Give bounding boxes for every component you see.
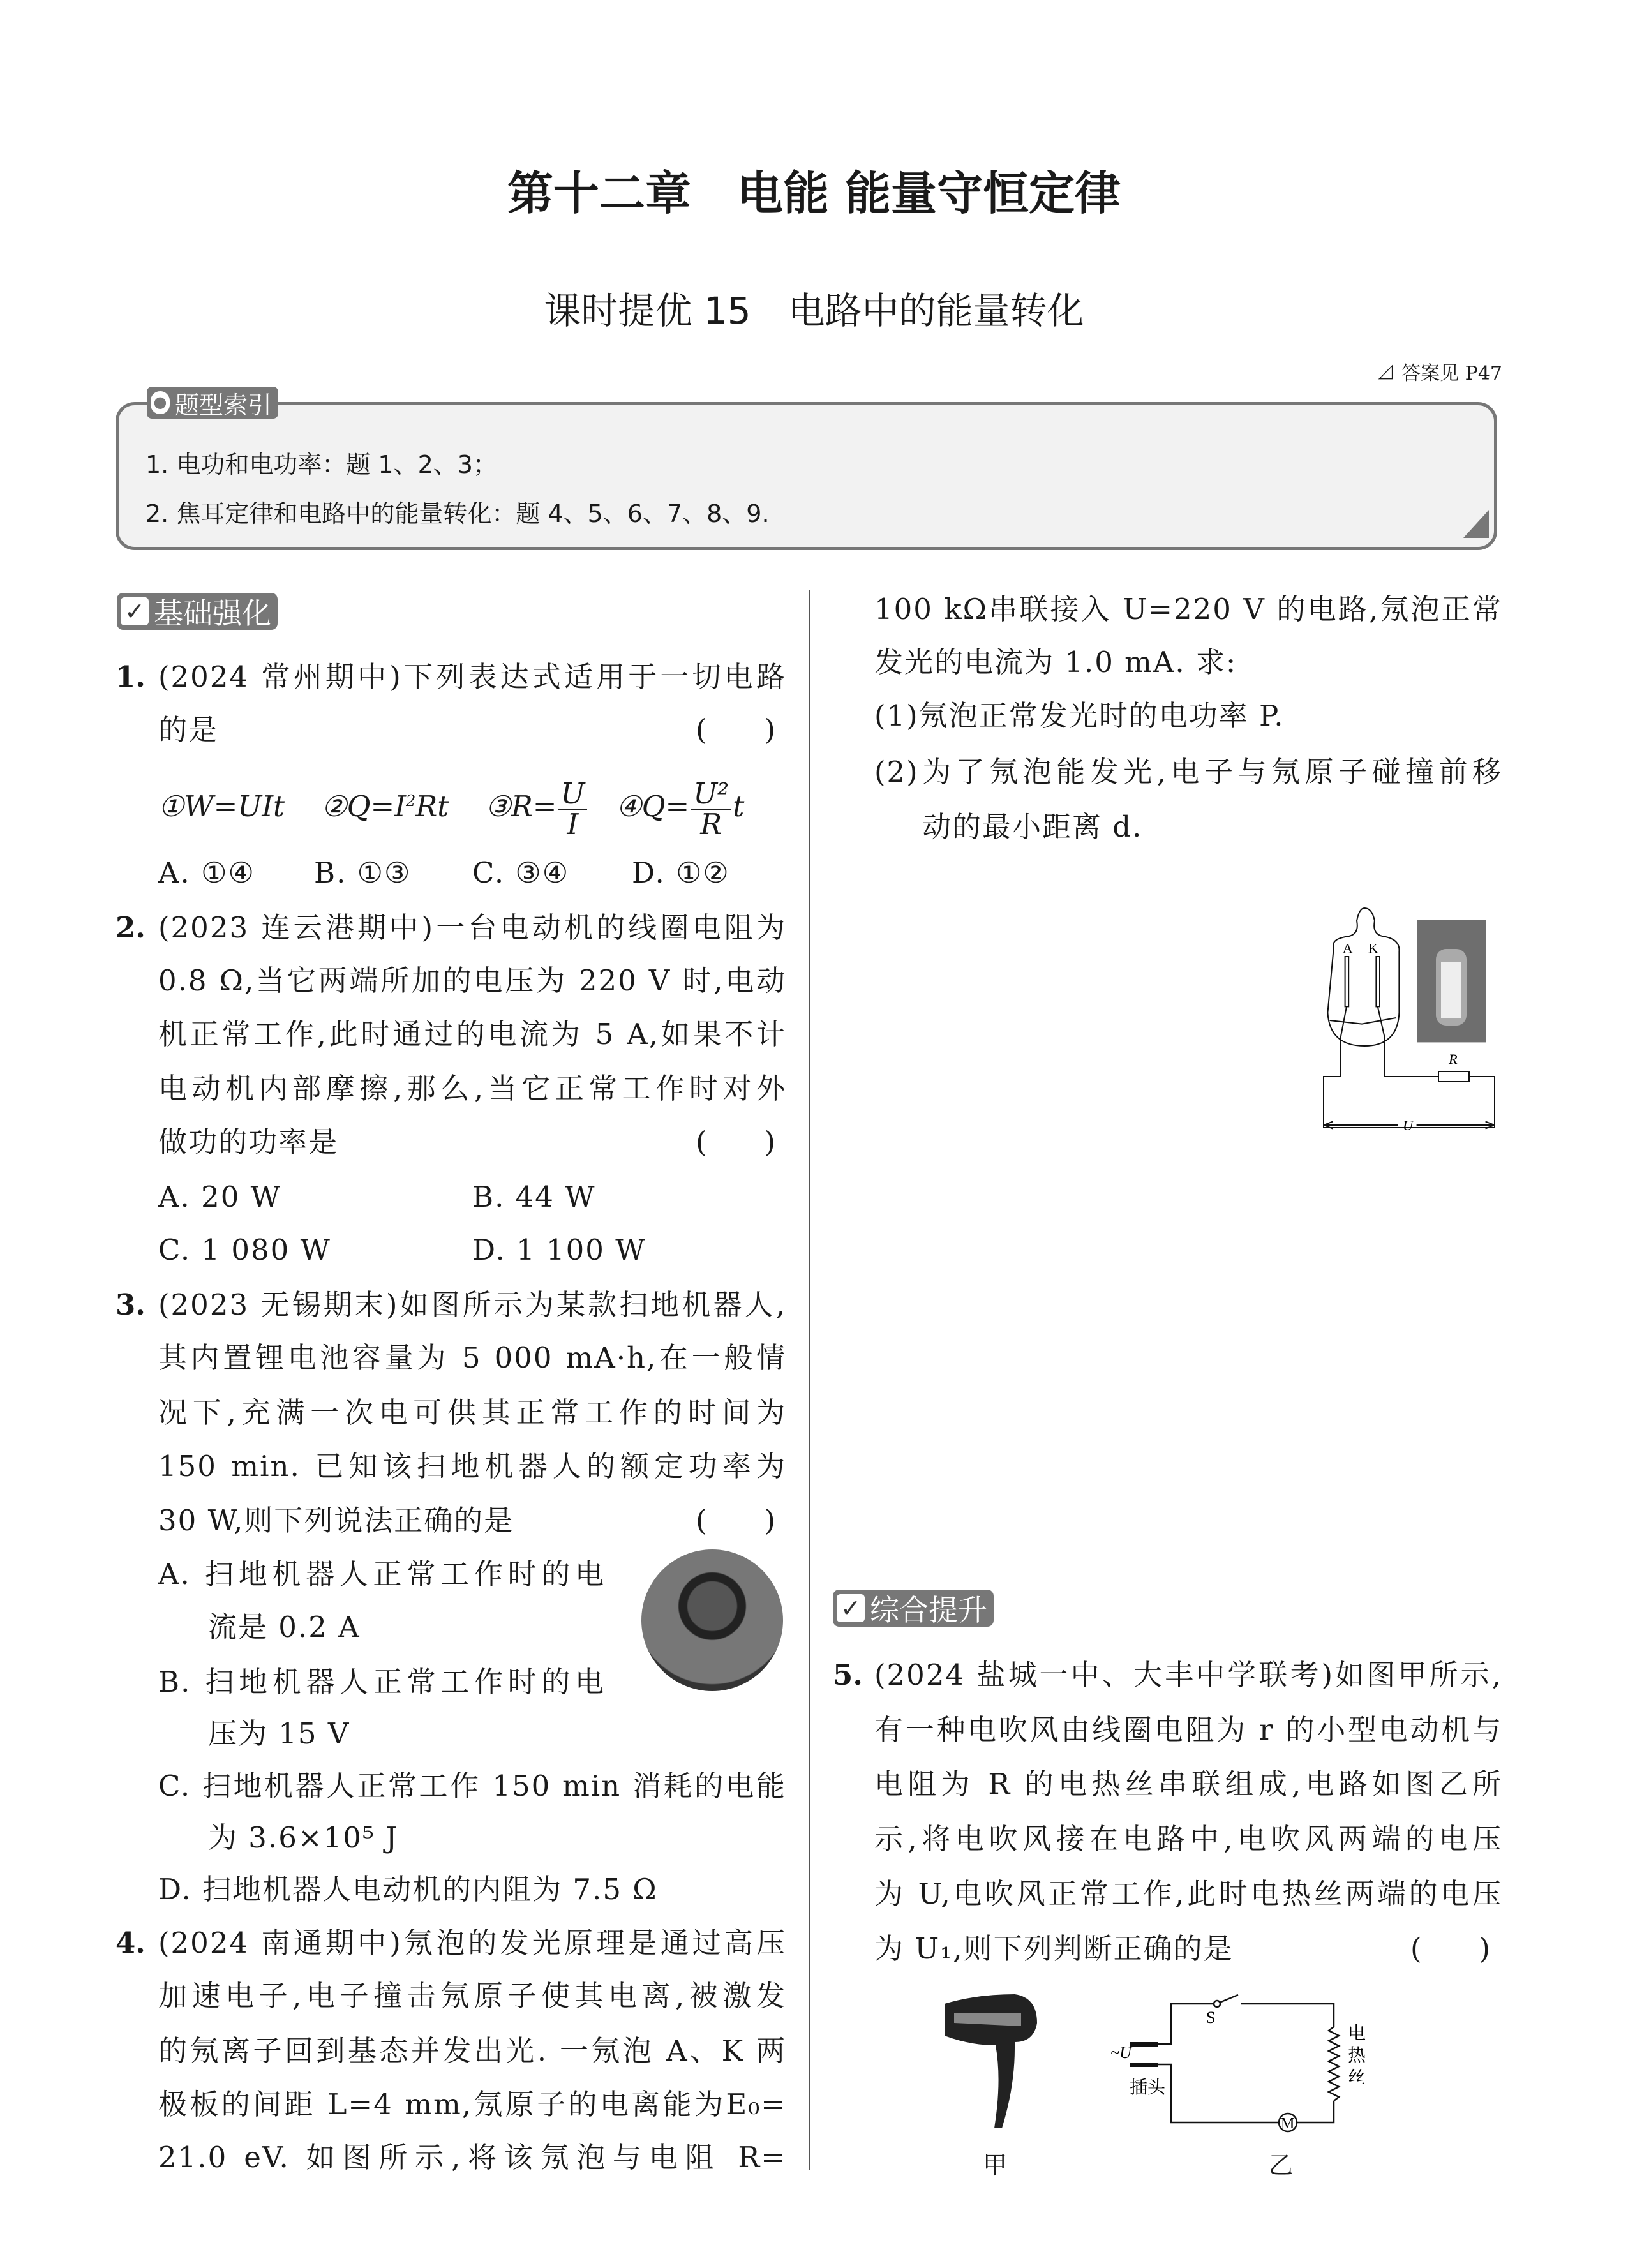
question-text: 的氖离子回到基态并发出光. 一氖泡 A、K 两	[158, 2034, 786, 2068]
column-divider	[809, 590, 810, 2170]
robot-vacuum-image	[641, 1549, 783, 1691]
question-text: 为 U,电吹风正常工作,此时电热丝两端的电压	[874, 1877, 1502, 1911]
question-text: (2023 无锡期末)如图所示为某款扫地机器人,	[158, 1288, 786, 1322]
hair-dryer-circuit-diagram	[1110, 1991, 1468, 2144]
neon-bulb-circuit-figure	[1283, 874, 1512, 1161]
hair-dryer-figure	[919, 1991, 1085, 2179]
lesson-title: 课时提优 15 电路中的能量转化	[544, 289, 1084, 332]
label-heater: 热	[1348, 2045, 1366, 2066]
option-a[interactable]: A. 20 W	[158, 1180, 281, 1214]
label-r: R	[1449, 1051, 1458, 1067]
section-badge-advanced	[833, 1590, 994, 1627]
index-item: 2. 焦耳定律和电路中的能量转化：题 4、5、6、7、8、9.	[146, 500, 770, 528]
formula-4: ④Q= $\frac{\text{U²}}{R}$ t	[616, 776, 745, 841]
question-number: 3.	[116, 1288, 146, 1322]
sub-question-2-cont: 动的最小距离 d.	[922, 810, 1143, 844]
question-text: 电动机内部摩擦,那么,当它正常工作时对外	[158, 1072, 786, 1105]
sub-question-1: (1)氖泡正常发光时的电功率 P.	[874, 699, 1285, 733]
question-text: 100 kΩ串联接入 U=220 V 的电路,氖泡正常	[874, 593, 1502, 626]
location-pin-icon: ●	[151, 391, 170, 414]
label-heater: 电	[1348, 2022, 1366, 2043]
answer-blank[interactable]: ( )	[696, 713, 776, 747]
switch-s	[1220, 1995, 1238, 2003]
question-text: 电阻为 R 的电热丝串联组成,电路如图乙所	[874, 1768, 1502, 1801]
bulb-outline	[1327, 908, 1399, 1046]
figure-label-a: 甲	[983, 2151, 1008, 2179]
question-text: 30 W,则下列说法正确的是	[158, 1503, 514, 1537]
plug-pin	[1130, 2063, 1158, 2067]
option-a-cont: 流是 0.2 A	[208, 1610, 361, 1644]
option-d[interactable]: D. ①②	[632, 856, 730, 890]
answer-blank[interactable]: ( )	[696, 1125, 776, 1159]
question-text: 其内置锂电池容量为 5 000 mA·h,在一般情	[158, 1341, 786, 1375]
formula-1: ①W=UIt	[158, 789, 285, 823]
option-c[interactable]: C. ③④	[472, 856, 570, 890]
section-advanced-label: 综合提升	[870, 1593, 987, 1627]
label-heater: 丝	[1348, 2067, 1366, 2088]
triangle-corner-icon	[1463, 510, 1489, 538]
chapter-title: 第十二章 电能 能量守恒定律	[507, 167, 1121, 220]
checkmark-icon: ✓	[121, 597, 149, 625]
switch-pivot	[1214, 2001, 1220, 2007]
option-d[interactable]: D. 扫地机器人电动机的内阻为 7.5 Ω	[158, 1872, 658, 1906]
option-c[interactable]: C. 扫地机器人正常工作 150 min 消耗的电能	[158, 1770, 786, 1803]
question-text: 示,将电吹风接在电路中,电吹风两端的电压	[874, 1823, 1502, 1856]
question-text: (2023 连云港期中)一台电动机的线圈电阻为	[158, 911, 786, 944]
cathode-plate	[1376, 957, 1380, 1006]
anode-plate	[1345, 957, 1349, 1006]
question-text: 机正常工作,此时通过的电流为 5 A,如果不计	[158, 1018, 786, 1051]
question-text: 有一种电吹风由线圈电阻为 r 的小型电动机与	[874, 1713, 1502, 1747]
label-k: K	[1368, 940, 1378, 957]
answer-reference	[1377, 357, 1502, 385]
option-c[interactable]: C. 1 080 W	[158, 1233, 331, 1267]
option-a[interactable]: A. 扫地机器人正常工作时的电	[158, 1558, 605, 1591]
pen-icon: ⊿	[1376, 362, 1396, 385]
answer-blank[interactable]: ( )	[696, 1503, 776, 1537]
answer-ref-text: 答案见 P47	[1401, 362, 1502, 385]
hair-dryer-image	[919, 1991, 1085, 2151]
resistor	[1438, 1071, 1469, 1082]
formula-line	[158, 772, 745, 841]
question-text: 加速电子,电子撞击氖原子使其电离,被激发	[158, 1980, 786, 2013]
formula-3: ③R= $\frac{U}{I}$	[486, 789, 589, 823]
section-basic-label: 基础强化	[154, 596, 271, 630]
figure-label-b: 乙	[1269, 2151, 1294, 2179]
option-b[interactable]: B. 扫地机器人正常工作时的电	[158, 1666, 605, 1699]
question-text: 0.8 Ω,当它两端所加的电压为 220 V 时,电动	[158, 964, 786, 997]
option-b[interactable]: B. 44 W	[472, 1180, 596, 1214]
label-u: ~U	[1110, 2043, 1131, 2062]
question-text: 21.0 eV. 如图所示,将该氖泡与电阻 R=	[158, 2141, 786, 2174]
question-text: 极板的间距 L=4 mm,氖原子的电离能为E₀=	[158, 2088, 786, 2121]
option-a[interactable]: A. ①④	[158, 856, 255, 890]
option-c-cont: 为 3.6×10⁵ J	[208, 1821, 399, 1854]
label-a: A	[1342, 940, 1353, 957]
option-d[interactable]: D. 1 100 W	[472, 1233, 646, 1267]
question-number: 1.	[116, 660, 146, 694]
question-text: 为 U₁,则下列判断正确的是	[874, 1932, 1234, 1966]
answer-blank[interactable]: ( )	[1410, 1932, 1491, 1966]
question-text: 发光的电流为 1.0 mA. 求:	[874, 645, 1237, 679]
question-text: (2024 盐城一中、大丰中学联考)如图甲所示,	[874, 1659, 1502, 1692]
formula-2: $②Q=I^2Rt$	[321, 789, 449, 823]
sub-question-2: (2)为了氖泡能发光,电子与氖原子碰撞前移	[874, 756, 1502, 789]
option-b-cont: 压为 15 V	[208, 1717, 350, 1750]
option-b[interactable]: B. ①③	[314, 856, 412, 890]
index-tag	[147, 387, 278, 419]
heating-wire	[1329, 2027, 1339, 2101]
question-text: 的是	[158, 713, 219, 747]
question-number: 2.	[116, 911, 146, 944]
question-text: (2024 常州期中)下列表达式适用于一切电路	[158, 660, 786, 694]
label-u: U	[1403, 1117, 1414, 1133]
question-text: 做功的功率是	[158, 1125, 339, 1159]
index-item: 1. 电功和电功率：题 1、2、3；	[146, 451, 497, 479]
label-m: M	[1281, 2115, 1295, 2132]
question-number: 5.	[833, 1658, 863, 1692]
section-badge-basic	[117, 593, 278, 630]
label-plug: 插头	[1130, 2077, 1166, 2098]
question-text: 150 min. 已知该扫地机器人的额定功率为	[158, 1450, 786, 1483]
question-number: 4.	[116, 1926, 146, 1960]
question-text: 况下,充满一次电可供其正常工作的时间为	[158, 1396, 786, 1429]
label-s: S	[1206, 2008, 1216, 2027]
hair-dryer-circuit-figure	[1110, 1991, 1468, 2182]
index-tag-label: 题型索引	[175, 391, 273, 419]
question-text: (2024 南通期中)氖泡的发光原理是通过高压	[158, 1927, 786, 1960]
neon-circuit-diagram	[1283, 874, 1512, 1161]
plug-pin	[1130, 2042, 1158, 2047]
checkmark-icon: ✓	[837, 1594, 865, 1622]
